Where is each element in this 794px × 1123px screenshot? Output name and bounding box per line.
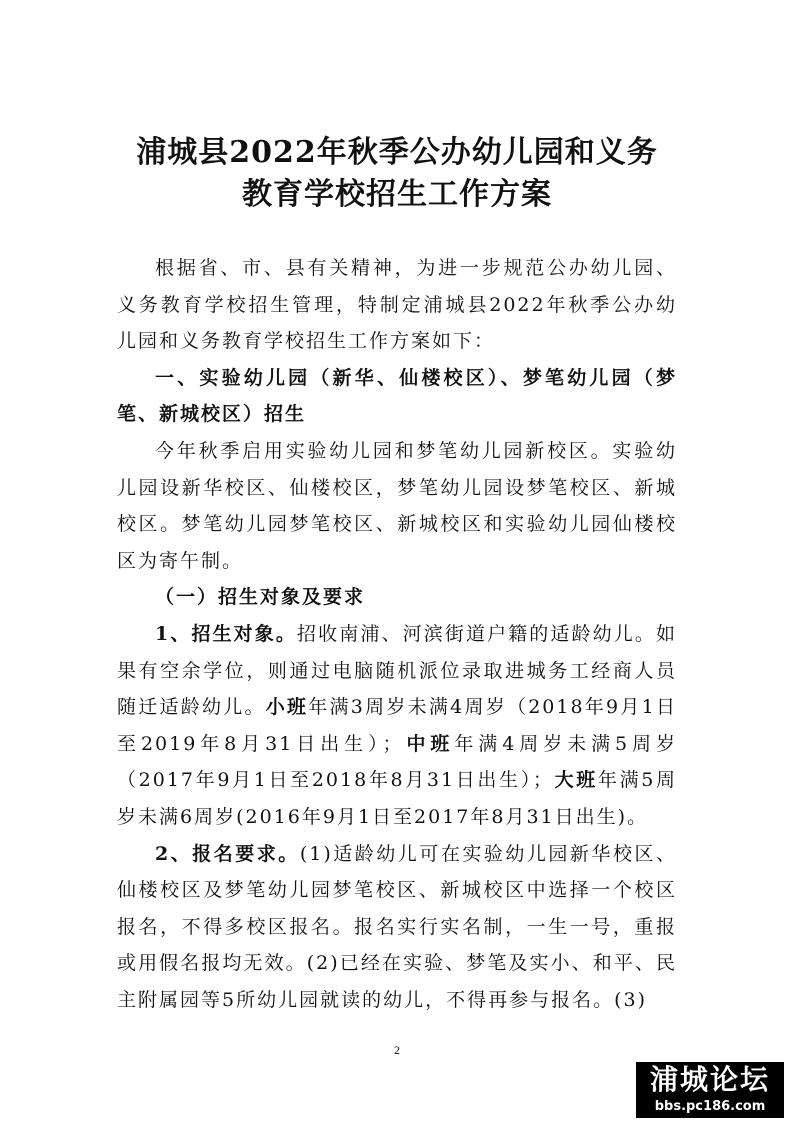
section-1-paragraph: 今年秋季启用实验幼儿园和梦笔幼儿园新校区。实验幼儿园设新华校区、仙楼校区，梦笔幼儿园设梦笔校区、新城校区。梦笔幼儿园梦笔校区、新城校区和实验幼儿园仙楼校区为寄午制。 [117, 439, 677, 572]
item-1-text: 招收南浦、河滨街道户籍的适龄幼儿。如果有空余学位，则通过电脑随机派位录取进城务工经商人员随迁适龄幼儿。 [117, 622, 677, 719]
item-2-paragraph [117, 836, 677, 1019]
item-1-label: 1、招生对象。 [155, 622, 298, 645]
document-body [117, 250, 677, 1018]
middle-class-label: 中班 [403, 732, 455, 755]
forum-watermark [636, 1062, 784, 1118]
intro-paragraph: 根据省、市、县有关精神，为进一步规范公办幼儿园、义务教育学校招生管理，特制定浦城县2022年秋季公办幼儿园和义务教育学校招生工作方案如下： [117, 257, 677, 353]
small-class-label: 小班 [265, 696, 309, 719]
item-1-paragraph [117, 616, 677, 836]
page-number: 2 [394, 1043, 400, 1057]
subsection-1-heading: （一）招生对象及要求 [155, 586, 366, 609]
item-2-text: (1)适龄幼儿可在实验幼儿园新华校区、仙楼校区及梦笔幼儿园梦笔校区、新城校区中选择一个校区报名，不得多校区报名。报名实行实名制，一生一号，重报或用假名报均无效。(2)已经在实验、梦笔及实小、和平、民主附属园等5所幼儿园就读的幼儿，不得再参与报名。(3) [117, 842, 677, 1011]
small-class-text: 年满3周岁未满4周岁（2018年9月1日至2019年8月31日出生）； [117, 696, 677, 755]
watermark-title: 浦城论坛 [649, 1063, 770, 1096]
watermark-url: bbs.pc186.com [654, 1099, 766, 1114]
document-title-line-1: 浦城县2022年秋季公办幼儿园和义务 [136, 135, 658, 170]
item-2-label: 2、报名要求。 [155, 842, 300, 865]
middle-class-text: 年满4周岁未满5周岁（2017年9月1日至2018年8月31日出生）； [117, 732, 677, 792]
section-1-heading: 一、实验幼儿园（新华、仙楼校区）、梦笔幼儿园（梦笔、新城校区）招生 [117, 366, 677, 426]
document-title-line-2: 教育学校招生工作方案 [242, 177, 552, 212]
large-class-label: 大班 [553, 769, 598, 792]
large-class-text: 年满5周岁未满6周岁(2016年9月1日至2017年8月31日出生)。 [117, 769, 677, 828]
